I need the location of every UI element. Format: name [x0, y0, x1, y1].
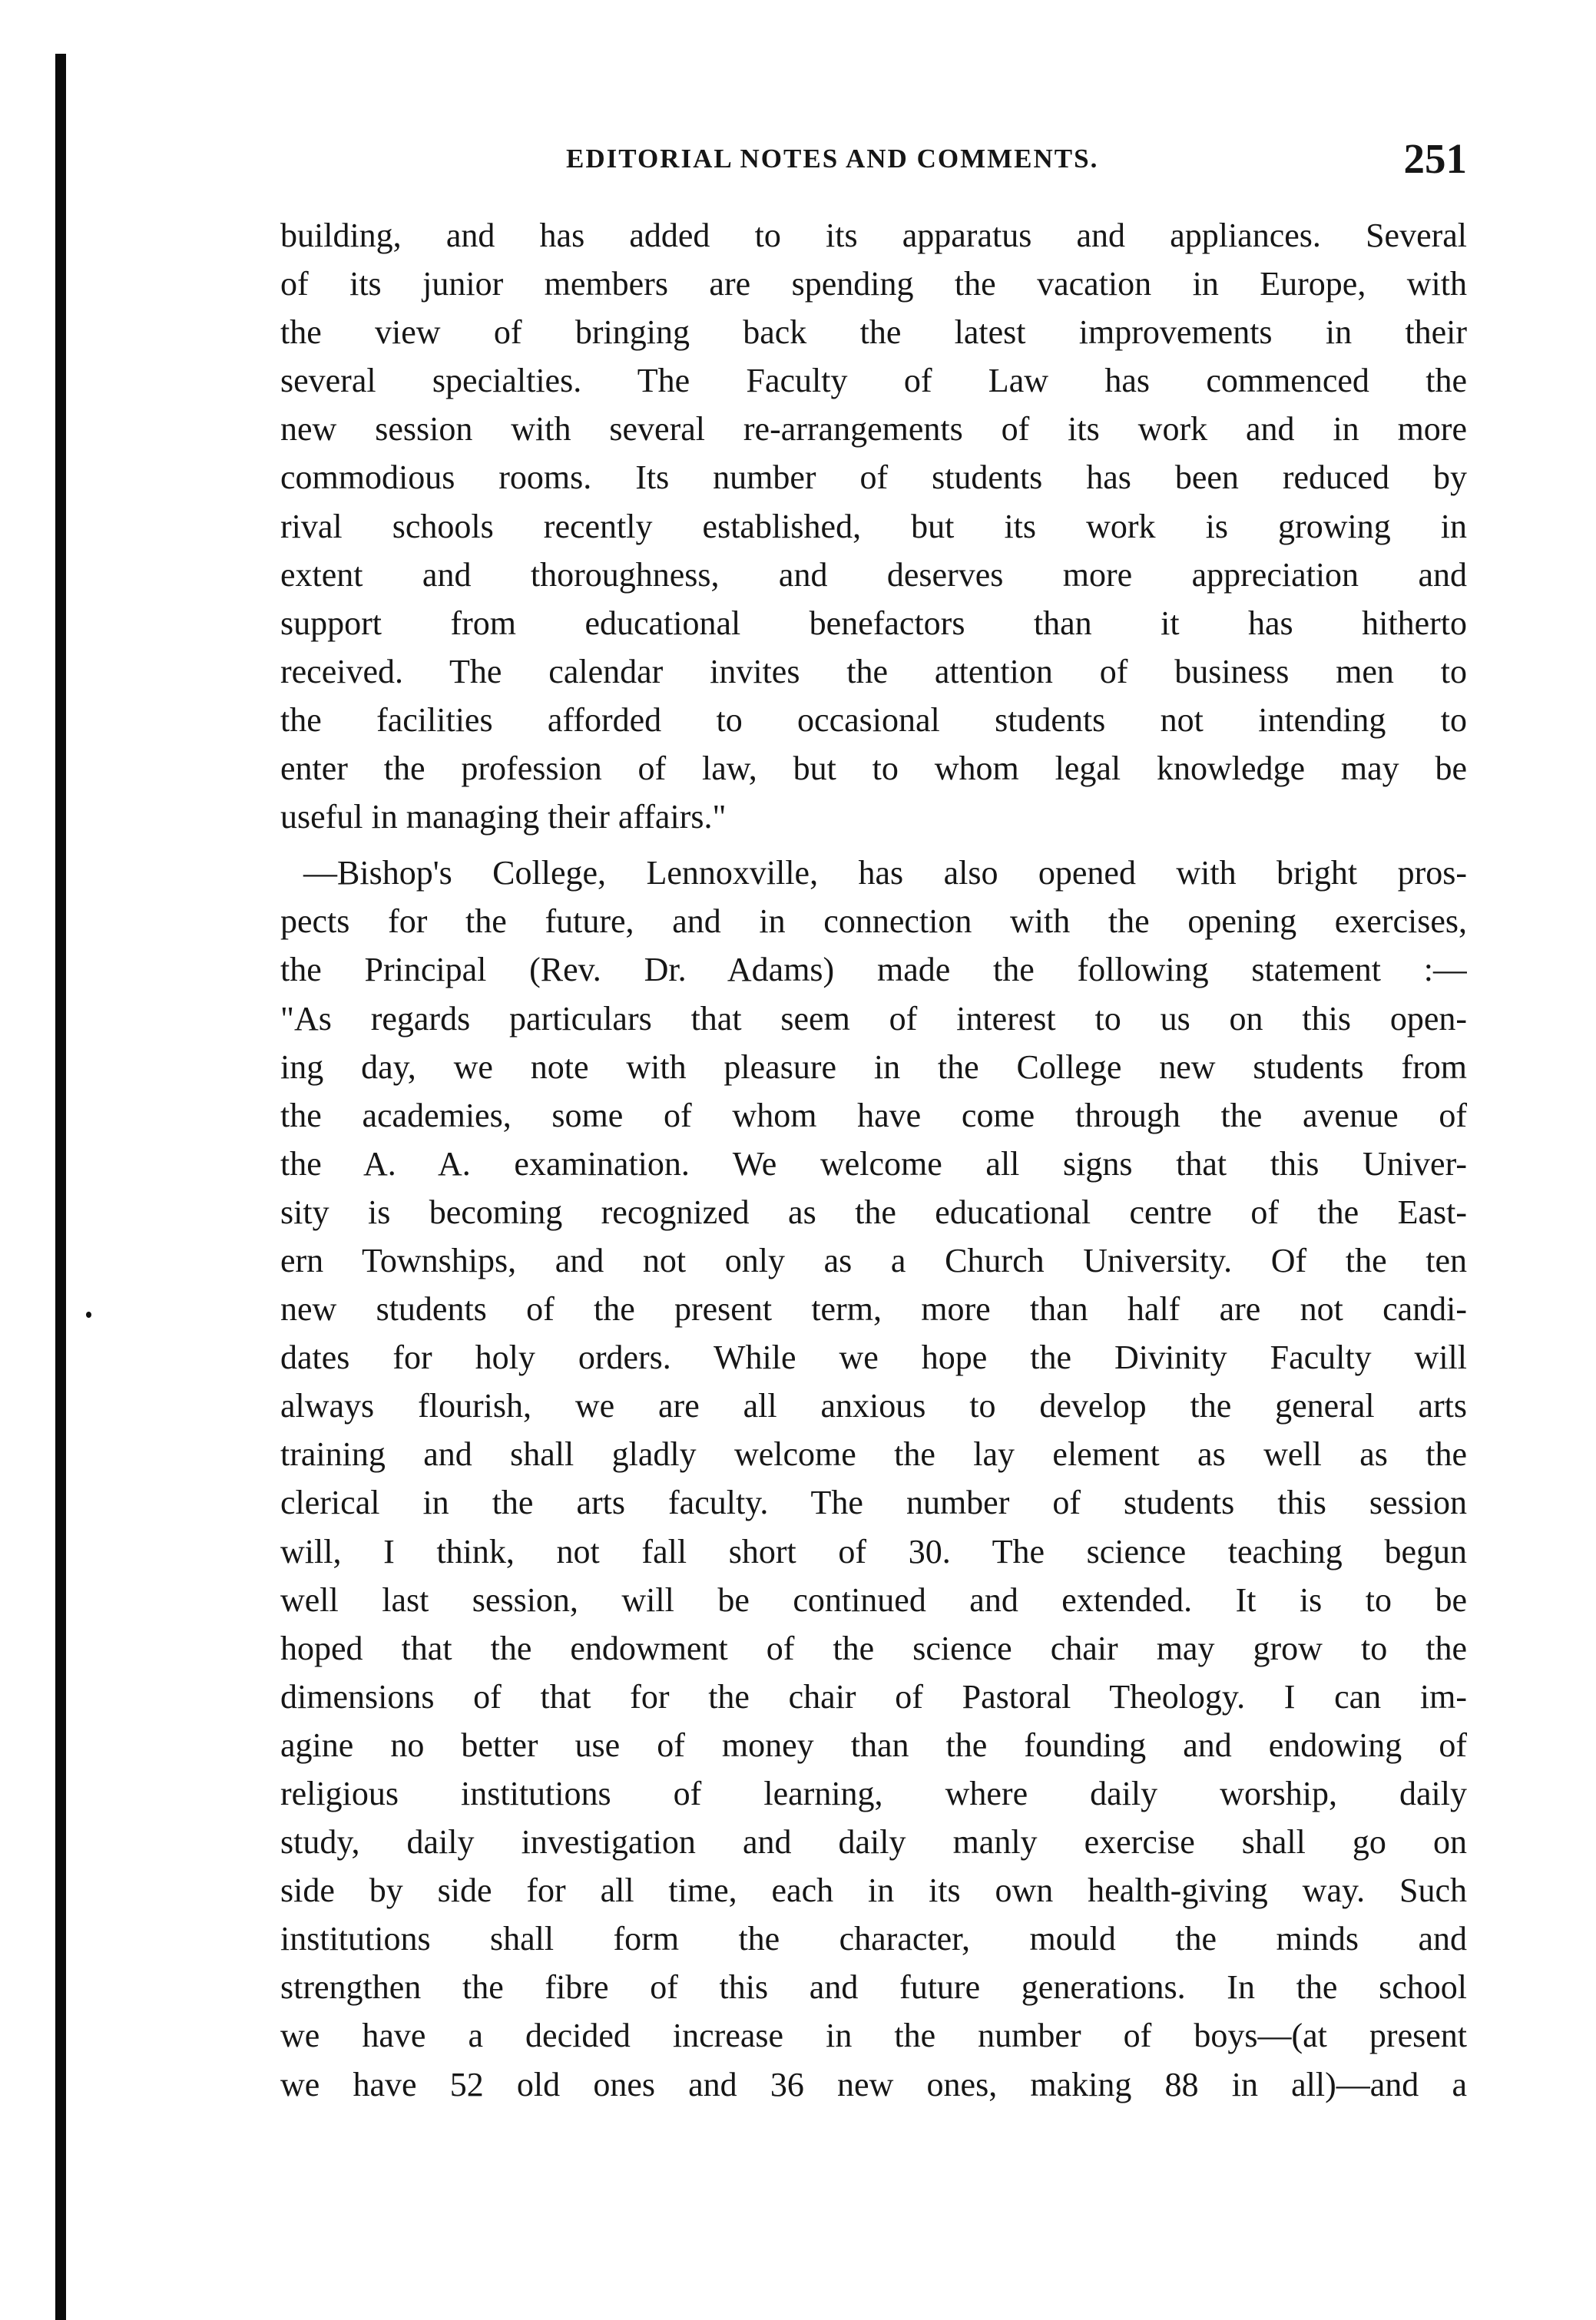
text-line: study, daily investigation and daily manly exercise shall go on	[280, 1823, 1467, 1862]
text-line: building, and has added to its apparatus and appliances. Several	[280, 217, 1467, 254]
text-line: pects for the future, and in connection with the opening exercises,	[280, 902, 1467, 941]
body-text	[280, 211, 1467, 2109]
page-number: 251	[1403, 135, 1467, 182]
text-line: well last session, will be continued and extended. It is to be	[280, 1580, 1467, 1619]
text-line: dates for holy orders. While we hope the Divinity Faculty will	[280, 1339, 1467, 1377]
text-line: commodious rooms. Its number of students has been reduced by	[280, 458, 1467, 497]
text-line: side by side for all time, each in its own health-giving way. Such	[280, 1872, 1467, 1910]
text-line: new students of the present term, more than half are not candi-	[280, 1290, 1467, 1329]
text-line: the facilities afforded to occasional students not intending to	[280, 700, 1467, 739]
text-line: of its junior members are spending the vacation in Europe, with	[280, 265, 1467, 303]
text-line: dimensions of that for the chair of Pastoral Theology. I can im-	[280, 1677, 1467, 1716]
page-header	[280, 134, 1467, 188]
text-line: ing day, we note with pleasure in the College new students from	[280, 1047, 1467, 1086]
text-line: we have a decided increase in the number of boys—(at present	[280, 2017, 1467, 2055]
running-head: EDITORIAL NOTES AND COMMENTS.	[566, 144, 1099, 174]
text-line: agine no better use of money than the founding and endowing of	[280, 1726, 1467, 1764]
text-line: useful in managing their affairs."	[280, 798, 727, 836]
text-line: support from educational benefactors than it has hitherto	[280, 604, 1467, 642]
text-line: "As regards particulars that seem of interest to us on this open-	[280, 999, 1467, 1038]
text-line: clerical in the arts faculty. The number of students this session	[280, 1484, 1467, 1522]
scan-speck	[86, 1312, 91, 1318]
text-line: the view of bringing back the latest improvements in their	[280, 313, 1467, 352]
text-line: several specialties. The Faculty of Law has commenced the	[280, 362, 1467, 400]
text-line: enter the profession of law, but to whom legal knowledge may be	[280, 750, 1467, 788]
paragraph-bishops-college	[280, 849, 1467, 2108]
text-line: new session with several re-arrangements of its work and in more	[280, 410, 1467, 448]
text-line: received. The calendar invites the attention of business men to	[280, 652, 1467, 690]
text-line: —Bishop's College, Lennoxville, has also opened with bright pros-	[303, 854, 1467, 892]
text-line: ern Townships, and not only as a Church University. Of the ten	[280, 1241, 1467, 1279]
text-line: religious institutions of learning, where daily worship, daily	[280, 1775, 1467, 1812]
text-line: the Principal (Rev. Dr. Adams) made the following statement :—	[280, 951, 1467, 989]
text-line: hoped that the endowment of the science chair may grow to the	[280, 1629, 1467, 1667]
text-line: the A. A. examination. We welcome all signs that this Univer-	[280, 1144, 1467, 1183]
text-line: institutions shall form the character, mould the minds and	[280, 1920, 1467, 1958]
text-line: extent and thoroughness, and deserves more appreciation and	[280, 555, 1467, 594]
text-line: strengthen the fibre of this and future generations. In the school	[280, 1968, 1467, 2007]
text-line: we have 52 old ones and 36 new ones, making 88 in all)—and a	[280, 2065, 1467, 2103]
text-line: the academies, some of whom have come through the avenue of	[280, 1096, 1467, 1134]
text-line: always flourish, we are all anxious to develop the general arts	[280, 1387, 1467, 1425]
paragraph-gap	[280, 841, 1467, 849]
text-line: rival schools recently established, but its work is growing in	[280, 507, 1467, 545]
scan-edge-bar	[55, 54, 66, 2320]
text-line: will, I think, not fall short of 30. The science teaching begun	[280, 1532, 1467, 1570]
text-line: training and shall gladly welcome the lay element as well as the	[280, 1435, 1467, 1474]
text-line: sity is becoming recognized as the educational centre of the East-	[280, 1193, 1467, 1231]
paragraph-university-report	[280, 211, 1467, 841]
